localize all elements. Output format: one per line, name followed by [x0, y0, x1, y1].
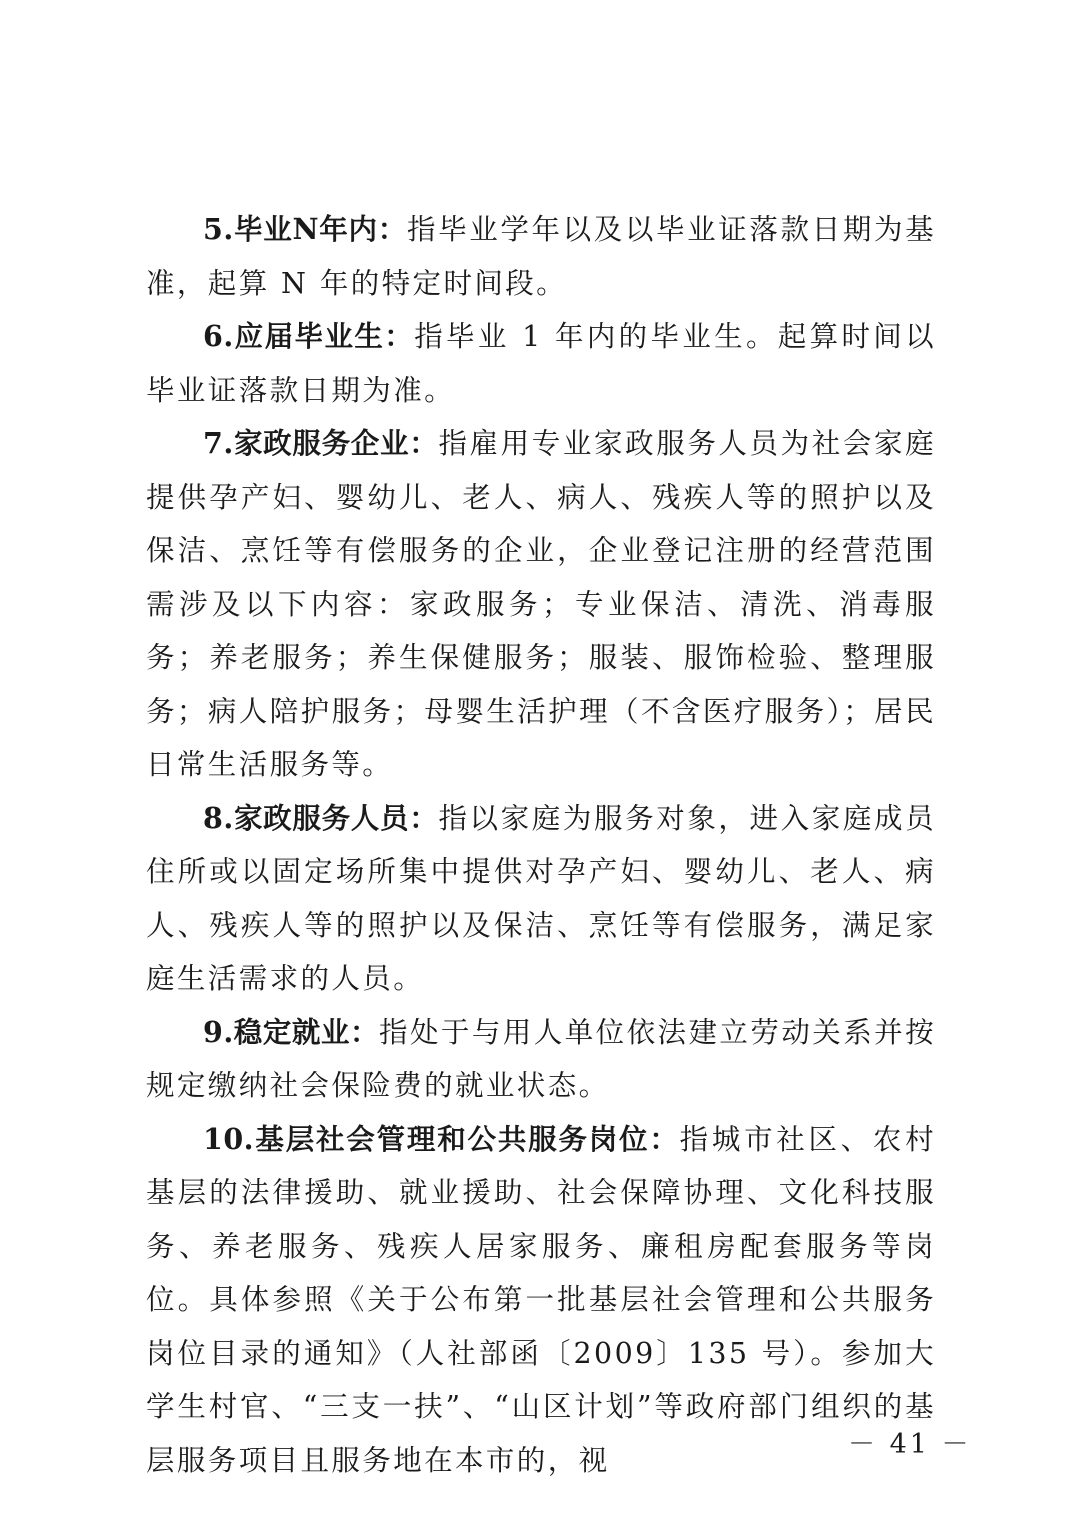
definition-text: 指毕业学年以及以毕业证落款日期为基准，起算 N 年的特定时间段。 [146, 213, 936, 300]
definition-7 [146, 417, 936, 792]
definition-term: 7.家政服务企业： [203, 426, 439, 460]
definition-8 [146, 792, 936, 1006]
page-number: － 41 － [848, 1429, 972, 1460]
definition-10 [146, 1113, 936, 1488]
definitions-list [146, 203, 936, 1487]
definition-term: 9.稳定就业： [203, 1014, 380, 1049]
definition-6 [146, 310, 936, 417]
definition-text: 指以家庭为服务对象，进入家庭成员住所或以固定场所集中提供对孕产妇、婴幼儿、老人、病人、残疾人等的照护以及保洁、烹饪等有偿服务，满足家庭生活需求的人员。 [146, 801, 936, 995]
definition-text: 指毕业 1 年内的毕业生。起算时间以毕业证落款日期为准。 [146, 320, 936, 407]
definition-text: 指雇用专业家政服务人员为社会家庭提供孕产妇、婴幼儿、老人、病人、残疾人等的照护以及保洁、烹饪等有偿服务的企业，企业登记注册的经营范围需涉及以下内容：家政服务；专业保洁、清洗、消毒服务；养老服务；养生保健服务；服装、服饰检验、整理服务；病人陪护服务；母婴生活护理（不含医疗服务）；居民日常生活服务等。 [146, 427, 936, 781]
definition-9 [146, 1006, 936, 1113]
definition-term: 10.基层社会管理和公共服务岗位： [203, 1121, 680, 1156]
definition-text: 指城市社区、农村基层的法律援助、就业援助、社会保障协理、文化科技服务、养老服务、残疾人居家服务、廉租房配套服务等岗位。具体参照《关于公布第一批基层社会管理和公共服务岗位目录的通知》（人社部函〔2009〕135 号）。参加大学生村官、“三支一扶”、“山区计划”等政府部门组织的基层服务项目且服务地在本市的，视 [146, 1122, 936, 1477]
definition-5 [146, 203, 936, 310]
definition-term: 6.应届毕业生： [203, 319, 415, 353]
definition-term: 8.家政服务人员： [203, 800, 439, 835]
definition-text: 指处于与用人单位依法建立劳动关系并按规定缴纳社会保险费的就业状态。 [146, 1015, 936, 1102]
definition-term: 5.毕业N年内： [203, 212, 407, 246]
